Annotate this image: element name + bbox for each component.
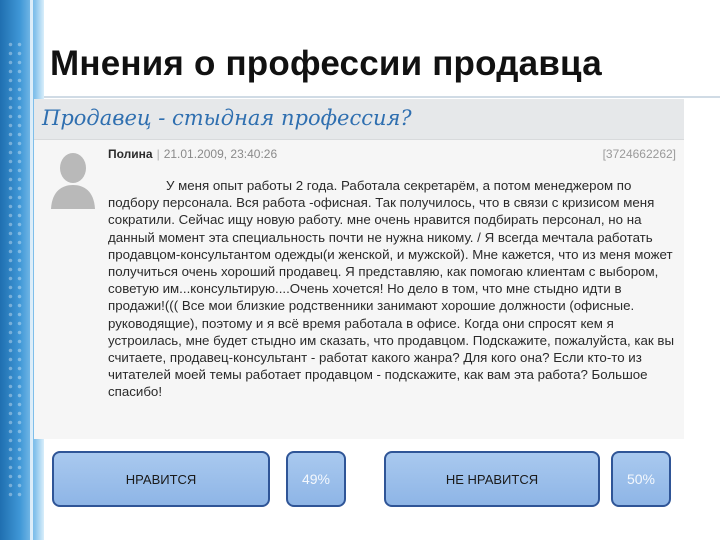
like-button-label: НРАВИТСЯ <box>125 471 197 487</box>
dislike-button-label: НЕ НРАВИТСЯ <box>445 471 539 487</box>
decorative-dots <box>6 40 24 500</box>
post-datetime: 21.01.2009, 23:40:26 <box>163 147 278 161</box>
like-button[interactable] <box>52 451 270 507</box>
title-divider <box>44 96 720 98</box>
meta-separator: | <box>156 147 160 161</box>
user-silhouette-icon <box>48 147 98 209</box>
dislike-button[interactable] <box>384 451 600 507</box>
like-percent-badge <box>286 451 346 507</box>
post-topic-title: Продавец - стыдная профессия? <box>42 106 412 130</box>
post-id: [3724662262] <box>602 147 676 161</box>
dislike-percent-value: 50% <box>626 471 656 487</box>
decorative-stripe <box>30 0 33 540</box>
post-body: У меня опыт работы 2 года. Работала секретарём, а потом менеджером по подбору персонала. Вся работа -офисная. Так получилось, что в связи с кризисом меня сократили. Сейчас ищу новую работу. мне очень нравится подбирать персонал, но на данный момент эта специальность почти не нужна никому. / Я всегда мечтала работать продавцом-консультантом одежды(и женской, и мужской). Мне кажется, что из меня может получиться очень хороший продавец. Я представляю, как помогаю клиентам с выбором, советую им...консультирую....Очень хочется! Но дело в том, что мне стыдно идти в продажи!((( Все мои близкие родственники занимают хорошие должности (офисные. руководящие), поэтому и я всё время работала в офисе. Когда они спросят кем я устроилась, мне будет стыдно им сказать, что продавцом. Подскажите, пожалуйста, как вы считаете, продавец-консультант - работат какого жанра? Для кого она? Если кто-то из читателей моей темы работает продавцом - подскажите, как вам эта работа? Большое спасибо! <box>108 178 674 400</box>
dislike-percent-badge <box>611 451 671 507</box>
forum-post-screenshot <box>34 99 684 439</box>
post-author: Полина <box>108 147 153 161</box>
post-meta <box>108 147 680 163</box>
post-header <box>34 99 684 140</box>
like-percent-value: 49% <box>301 471 331 487</box>
slide-title: Мнения о профессии продавца <box>50 44 602 83</box>
